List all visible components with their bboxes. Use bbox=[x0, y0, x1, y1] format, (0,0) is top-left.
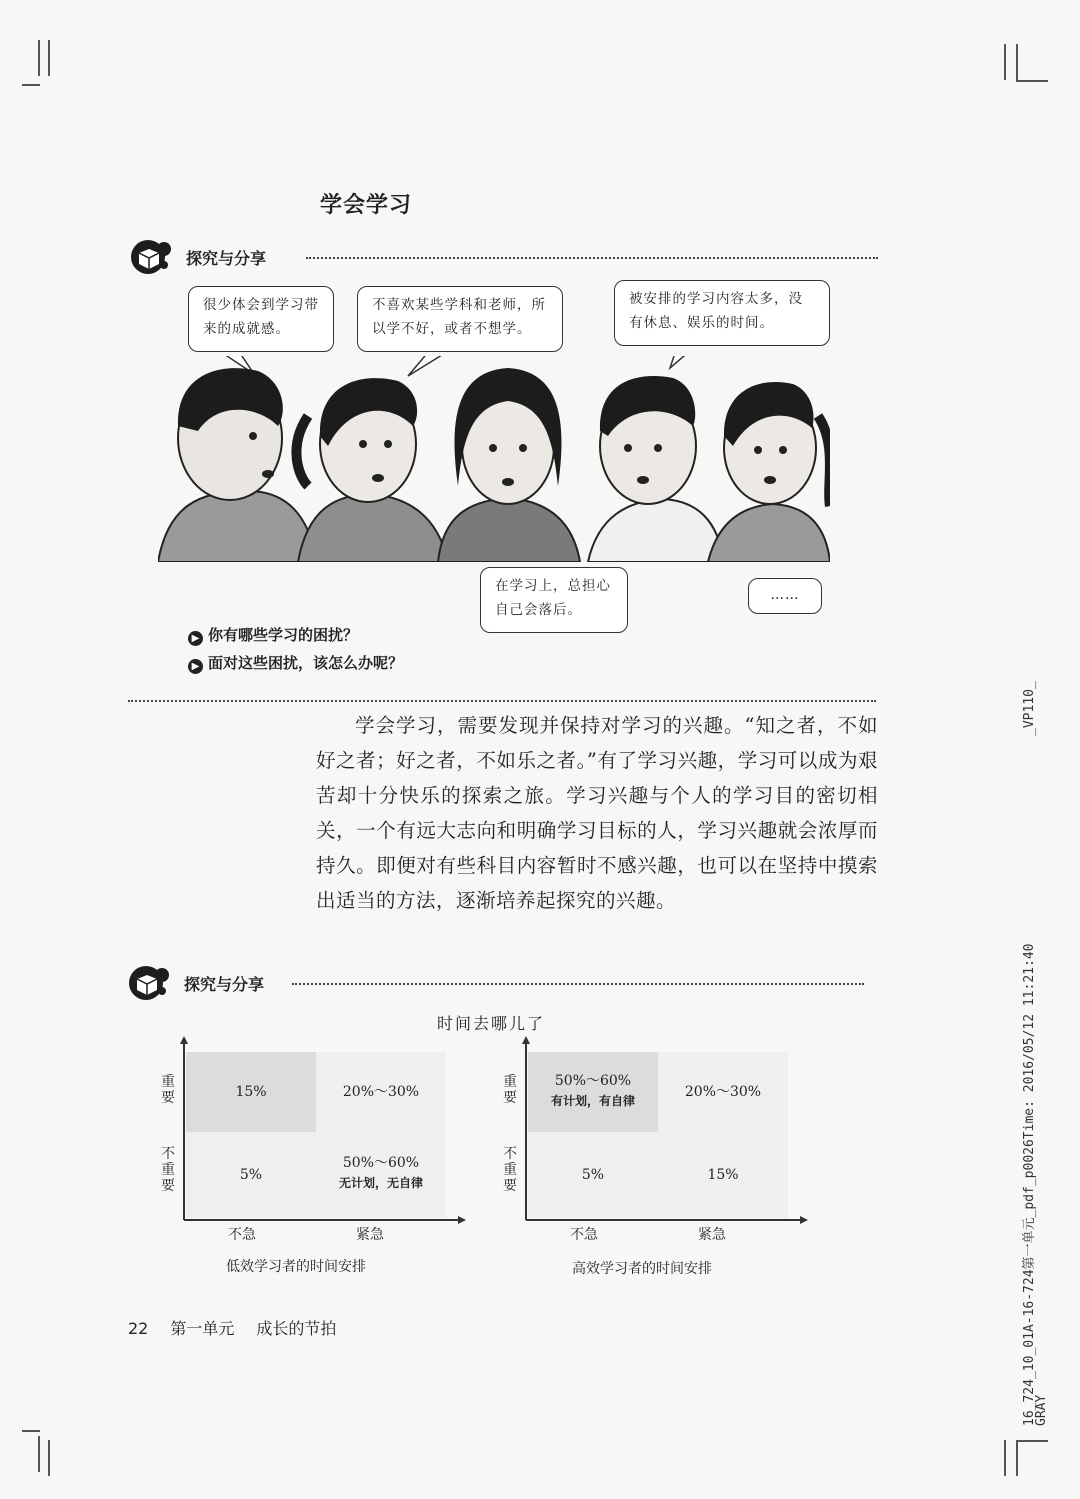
bubble-text: 很少体会到学习带来的成就感。 bbox=[203, 297, 319, 337]
matrix-cell bbox=[528, 1132, 658, 1218]
cell-value: 15% bbox=[235, 1084, 267, 1100]
matrix-cell bbox=[186, 1052, 316, 1132]
matrix-cell bbox=[528, 1052, 658, 1132]
cell-value: 5% bbox=[581, 1167, 605, 1183]
chart-caption: 低效学习者的时间安排 bbox=[226, 1259, 366, 1275]
crop-mark bbox=[48, 1440, 50, 1476]
speech-bubble bbox=[357, 286, 563, 352]
bubble-text: …… bbox=[770, 587, 800, 603]
side-code: _VP110_ bbox=[1022, 681, 1037, 736]
children-illustration bbox=[158, 356, 830, 562]
bubble-text: 被安排的学习内容太多，没有休息、娱乐的时间。 bbox=[629, 291, 803, 331]
body-paragraph bbox=[316, 708, 878, 918]
cell-note: 无计划，无自律 bbox=[338, 1176, 423, 1190]
section-label: 探究与分享 bbox=[186, 249, 267, 268]
time-matrix-chart-2 bbox=[498, 1034, 798, 1294]
cell-value: 20%～30% bbox=[684, 1084, 762, 1100]
question-text: 面对这些困扰，该怎么办呢？ bbox=[208, 654, 404, 672]
crop-mark bbox=[22, 1430, 40, 1432]
question-2 bbox=[188, 652, 403, 674]
side-production-id: 16_724_10_01A-16-724第一单元_pdf_p0026Time: 2016/05/12 11:21:40 bbox=[1022, 943, 1037, 1426]
cell-value: 50%～60% bbox=[342, 1155, 420, 1171]
crop-mark bbox=[38, 40, 40, 76]
unit-title: 成长的节拍 bbox=[256, 1319, 337, 1338]
cell-value: 5% bbox=[239, 1167, 263, 1183]
crop-mark bbox=[1016, 1440, 1048, 1442]
dotted-divider bbox=[128, 700, 876, 702]
speech-bubble bbox=[748, 578, 822, 614]
matrix-cell bbox=[316, 1052, 446, 1132]
y-axis-label: 不重要 bbox=[503, 1146, 517, 1194]
cell-note: 有计划，有自律 bbox=[550, 1094, 635, 1108]
x-axis-label: 不急 bbox=[228, 1227, 256, 1243]
side-color-label: GRAY bbox=[1034, 1394, 1049, 1426]
cell-value: 15% bbox=[707, 1167, 739, 1183]
section-label: 探究与分享 bbox=[184, 975, 265, 994]
arrow-bullet-icon: ▶ bbox=[188, 631, 203, 646]
chart-caption: 高效学习者的时间安排 bbox=[572, 1261, 712, 1277]
crop-mark bbox=[1016, 44, 1018, 80]
question-text: 你有哪些学习的困扰？ bbox=[208, 626, 359, 644]
dotted-divider bbox=[292, 983, 864, 985]
crop-mark bbox=[1004, 44, 1006, 80]
bubble-text: 不喜欢某些学科和老师，所以学不好，或者不想学。 bbox=[372, 297, 546, 337]
dotted-divider bbox=[306, 257, 878, 259]
matrix-cell bbox=[186, 1132, 316, 1218]
page-footer bbox=[128, 1316, 358, 1339]
page-number: 22 bbox=[128, 1319, 149, 1338]
speech-bubble bbox=[188, 286, 334, 352]
x-axis-label: 紧急 bbox=[698, 1227, 726, 1243]
question-1 bbox=[188, 624, 358, 646]
cell-value: 50%～60% bbox=[554, 1073, 632, 1089]
bubble-text: 在学习上，总担心自己会落后。 bbox=[495, 578, 611, 618]
y-axis-label: 不重要 bbox=[161, 1146, 175, 1194]
page-title: 学会学习 bbox=[320, 193, 413, 218]
x-axis-label: 不急 bbox=[570, 1227, 598, 1243]
time-matrix-chart-1 bbox=[156, 1034, 456, 1294]
section-header bbox=[126, 962, 876, 1002]
x-axis-label: 紧急 bbox=[356, 1227, 384, 1243]
matrix-cell bbox=[658, 1052, 788, 1132]
crop-mark bbox=[22, 84, 40, 86]
crop-mark bbox=[38, 1436, 40, 1472]
crop-mark bbox=[1016, 1440, 1018, 1476]
cell-value: 20%～30% bbox=[342, 1084, 420, 1100]
y-axis-label: 重要 bbox=[161, 1074, 175, 1106]
speech-bubble bbox=[480, 567, 628, 633]
paragraph-text: 学会学习，需要发现并保持对学习的兴趣。“知之者，不如好之者；好之者，不如乐之者。”有了学习兴趣，学习可以成为艰苦却十分快乐的探索之旅。学习兴趣与个人的学习目的密切相关，一个有远大志向和明确学习目标的人，学习兴趣就会浓厚而持久。即便对有些科目内容暂时不感兴趣，也可以在坚持中摸索出适当的方法，逐渐培养起探究的兴趣。 bbox=[316, 714, 878, 912]
speech-bubble bbox=[614, 280, 830, 346]
unit-name: 第一单元 bbox=[170, 1319, 235, 1338]
matrix-cell bbox=[658, 1132, 788, 1218]
crop-mark bbox=[1016, 80, 1048, 82]
crop-mark bbox=[1004, 1440, 1006, 1476]
crop-mark bbox=[48, 40, 50, 76]
cube-molecule-icon bbox=[126, 962, 172, 1002]
matrix-cell bbox=[316, 1132, 446, 1218]
y-axis-label: 重要 bbox=[503, 1074, 517, 1106]
arrow-bullet-icon: ▶ bbox=[188, 659, 203, 674]
cube-molecule-icon bbox=[128, 236, 174, 276]
section-header bbox=[128, 236, 878, 276]
chart-title: 时间去哪儿了 bbox=[437, 1014, 546, 1033]
